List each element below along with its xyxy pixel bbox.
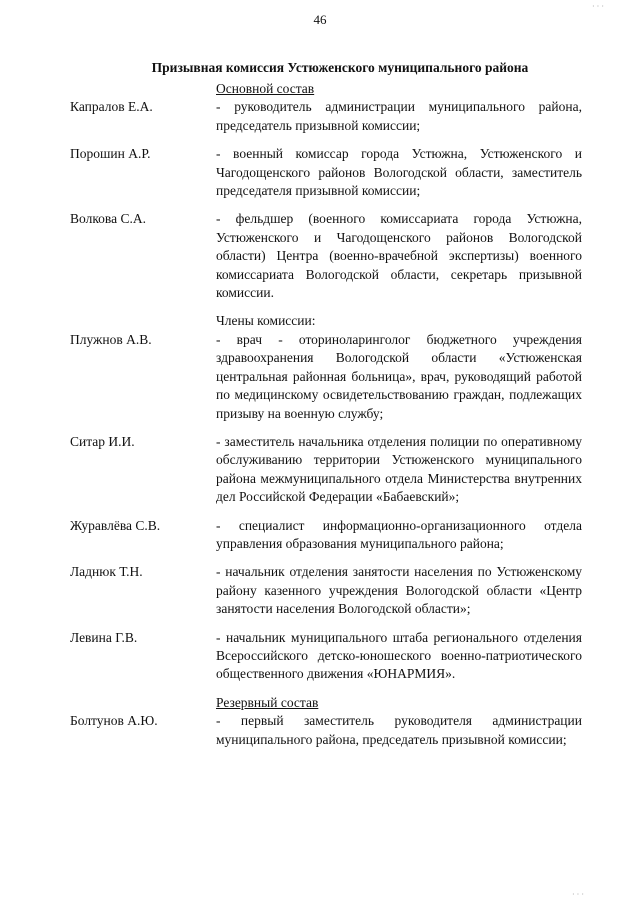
roster-entry	[70, 629, 582, 684]
member-name: Журавлёва С.В.	[70, 517, 161, 533]
document-title: Призывная комиссия Устюженского муниципального района	[151, 60, 529, 75]
member-name: Волкова С.А.	[70, 211, 147, 227]
roster-entry	[70, 210, 582, 302]
member-role: - специалист информационно-организационного отдела управления образования муниципального района;	[216, 517, 582, 551]
section-heading: Резервный состав	[216, 694, 319, 710]
member-role: - начальник отделения занятости населения по Устюженскому району казенного учреждения Вологодской области «Центр занятости населения Вологодской области»;	[216, 564, 582, 617]
member-name: Левина Г.В.	[70, 629, 138, 645]
roster-entry	[70, 712, 582, 749]
member-role: - фельдшер (военного комиссариата города Устюжна, Устюженского и Чагодощенского районов Вологодской области) Центра (военно-врачебной экспертизы) военного комиссариата Вологодской области, секретарь призывной комиссии.	[216, 211, 582, 301]
member-name: Порошин А.Р.	[70, 146, 151, 162]
member-name: Ладнюк Т.Н.	[70, 564, 143, 580]
commission-roster	[70, 80, 582, 759]
member-role: - руководитель администрации муниципального района, председатель призывной комиссии;	[216, 99, 582, 133]
roster-entry	[70, 331, 582, 423]
member-role: - заместитель начальника отделения полиции по оперативному обслуживанию территории Устюженского муниципального района межмуниципального отдела Министерства внутренних дел Российской Федерации «Бабаевский»;	[216, 433, 582, 505]
roster-entry	[70, 517, 582, 554]
member-role: - военный комиссар города Устюжна, Устюженского и Чагодощенского районов Вологодской области, заместитель председателя призывной комиссии;	[216, 146, 582, 199]
section-heading: Основной состав	[216, 81, 315, 96]
roster-entry	[70, 145, 582, 200]
member-name: Ситар И.И.	[70, 433, 135, 449]
section-heading: Члены комиссии:	[216, 313, 316, 329]
roster-entry	[70, 433, 582, 507]
roster-entry	[70, 98, 582, 135]
member-role: - врач - оториноларинголог бюджетного учреждения здравоохранения Вологодской области «Устюженская центральная районная больница», врач, руководящий работой по медицинскому освидетельствованию граждан, подлежащих призыву на военную службу;	[216, 331, 582, 421]
roster-entry	[70, 563, 582, 618]
member-name: Болтунов А.Ю.	[70, 713, 158, 729]
scan-mark: · · ·	[592, 2, 604, 11]
member-role: - первый заместитель руководителя администрации муниципального района, председатель призывной комиссии;	[216, 713, 582, 747]
member-name: Капралов Е.А.	[70, 99, 153, 115]
member-role: - начальник муниципального штаба регионального отделения Всероссийского детско-юношеского военно-патриотического общественного движения «ЮНАРМИЯ».	[216, 629, 582, 682]
scan-mark: · · ·	[572, 890, 584, 899]
member-name: Плужнов А.В.	[70, 331, 152, 347]
page-number: 46	[313, 12, 327, 27]
